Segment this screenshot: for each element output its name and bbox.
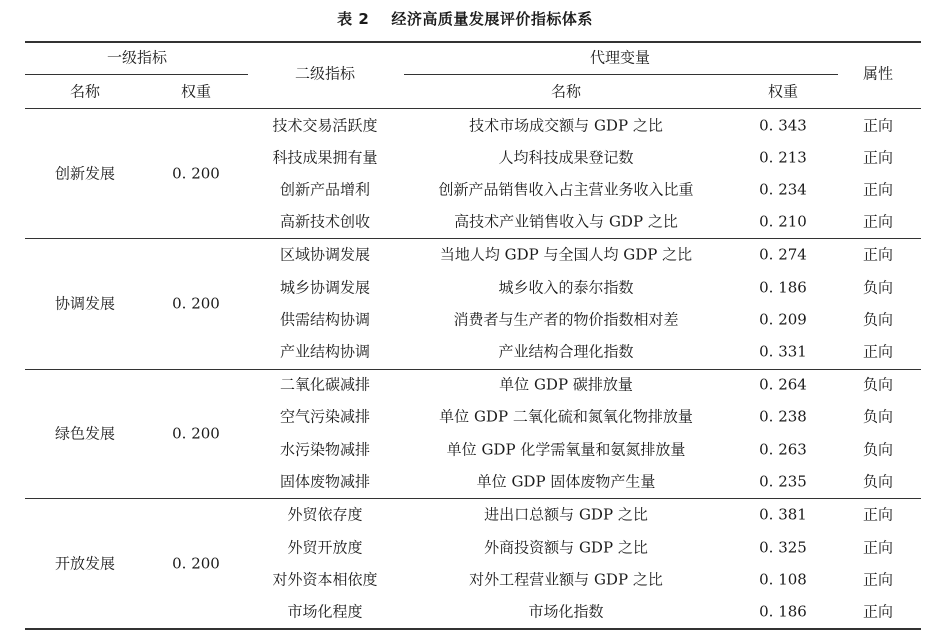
group-weight: 0. 200 xyxy=(172,164,220,183)
weight-cell: 0. 264 xyxy=(759,375,807,394)
attribute-cell: 负向 xyxy=(862,278,894,297)
attribute-cell: 正向 xyxy=(862,342,894,361)
group-name: 创新发展 xyxy=(54,164,116,183)
header-proxy-weight: 权重 xyxy=(767,82,799,101)
group-weight: 0. 200 xyxy=(172,294,220,313)
attribute-cell: 正向 xyxy=(862,602,894,621)
header-level2: 二级指标 xyxy=(294,64,356,83)
weight-cell: 0. 108 xyxy=(759,570,807,589)
indicator-cell: 外贸开放度 xyxy=(287,538,363,557)
weight-cell: 0. 274 xyxy=(759,245,807,264)
header-level1-weight: 权重 xyxy=(180,82,212,101)
indicator-cell: 固体废物减排 xyxy=(279,472,371,491)
proxy-sub-rule xyxy=(404,74,838,75)
indicator-cell: 市场化程度 xyxy=(287,602,363,621)
weight-cell: 0. 234 xyxy=(759,180,807,199)
group-weight: 0. 200 xyxy=(172,424,220,443)
indicator-cell: 二氧化碳减排 xyxy=(279,375,371,394)
proxy-cell: 单位 GDP 二氧化硫和氮氧化物排放量 xyxy=(439,407,693,426)
attribute-cell: 正向 xyxy=(862,505,894,524)
indicator-cell: 科技成果拥有量 xyxy=(272,148,378,167)
indicator-cell: 空气污染减排 xyxy=(279,407,371,426)
table-title xyxy=(0,8,930,29)
proxy-cell: 技术市场成交额与 GDP 之比 xyxy=(469,116,663,135)
proxy-cell: 单位 GDP 化学需氧量和氨氮排放量 xyxy=(446,440,686,459)
attribute-cell: 正向 xyxy=(862,180,894,199)
attribute-cell: 负向 xyxy=(862,375,894,394)
proxy-cell: 人均科技成果登记数 xyxy=(498,148,634,167)
proxy-cell: 城乡收入的泰尔指数 xyxy=(498,278,634,297)
table-caption: 经济高质量发展评价指标体系 xyxy=(391,10,593,28)
indicator-cell: 产业结构协调 xyxy=(279,342,371,361)
attribute-cell: 正向 xyxy=(862,538,894,557)
proxy-cell: 当地人均 GDP 与全国人均 GDP 之比 xyxy=(439,245,693,264)
header-level1: 一级指标 xyxy=(106,48,168,67)
attribute-cell: 正向 xyxy=(862,212,894,231)
weight-cell: 0. 186 xyxy=(759,602,807,621)
proxy-cell: 单位 GDP 固体废物产生量 xyxy=(476,472,656,491)
indicator-cell: 供需结构协调 xyxy=(279,310,371,329)
top-rule xyxy=(25,41,921,43)
header-attribute: 属性 xyxy=(862,64,894,83)
group-name: 绿色发展 xyxy=(54,424,116,443)
proxy-cell: 进出口总额与 GDP 之比 xyxy=(484,505,648,524)
attribute-cell: 正向 xyxy=(862,116,894,135)
group-weight: 0. 200 xyxy=(172,554,220,573)
weight-cell: 0. 213 xyxy=(759,148,807,167)
weight-cell: 0. 331 xyxy=(759,342,807,361)
weight-cell: 0. 343 xyxy=(759,116,807,135)
attribute-cell: 正向 xyxy=(862,570,894,589)
level1-sub-rule xyxy=(25,74,248,75)
indicator-cell: 城乡协调发展 xyxy=(279,278,371,297)
attribute-cell: 负向 xyxy=(862,310,894,329)
bottom-rule xyxy=(25,628,921,630)
group-name: 开放发展 xyxy=(54,554,116,573)
attribute-cell: 负向 xyxy=(862,407,894,426)
attribute-cell: 正向 xyxy=(862,148,894,167)
indicator-cell: 高新技术创收 xyxy=(279,212,371,231)
indicator-cell: 创新产品增利 xyxy=(279,180,371,199)
group-divider xyxy=(25,369,921,370)
indicator-cell: 对外资本相依度 xyxy=(272,570,378,589)
group-divider xyxy=(25,498,921,499)
header-level1-name: 名称 xyxy=(69,82,101,101)
proxy-cell: 对外工程营业额与 GDP 之比 xyxy=(469,570,663,589)
weight-cell: 0. 235 xyxy=(759,472,807,491)
indicator-cell: 外贸依存度 xyxy=(287,505,363,524)
attribute-cell: 负向 xyxy=(862,472,894,491)
weight-cell: 0. 209 xyxy=(759,310,807,329)
indicator-cell: 技术交易活跃度 xyxy=(272,116,378,135)
proxy-cell: 消费者与生产者的物价指数相对差 xyxy=(453,310,679,329)
weight-cell: 0. 210 xyxy=(759,212,807,231)
indicator-cell: 水污染物减排 xyxy=(279,440,371,459)
group-divider xyxy=(25,238,921,239)
weight-cell: 0. 325 xyxy=(759,538,807,557)
proxy-cell: 外商投资额与 GDP 之比 xyxy=(484,538,648,557)
weight-cell: 0. 186 xyxy=(759,278,807,297)
proxy-cell: 创新产品销售收入占主营业务收入比重 xyxy=(438,180,694,199)
header-bottom-rule xyxy=(25,108,921,109)
proxy-cell: 单位 GDP 碳排放量 xyxy=(499,375,633,394)
attribute-cell: 负向 xyxy=(862,440,894,459)
weight-cell: 0. 238 xyxy=(759,407,807,426)
proxy-cell: 高技术产业销售收入与 GDP 之比 xyxy=(454,212,678,231)
attribute-cell: 正向 xyxy=(862,245,894,264)
header-proxy-name: 名称 xyxy=(550,82,582,101)
indicator-cell: 区域协调发展 xyxy=(279,245,371,264)
group-name: 协调发展 xyxy=(54,294,116,313)
weight-cell: 0. 263 xyxy=(759,440,807,459)
proxy-cell: 市场化指数 xyxy=(528,602,604,621)
table-number: 表 2 xyxy=(337,10,370,28)
header-proxy: 代理变量 xyxy=(589,48,651,67)
weight-cell: 0. 381 xyxy=(759,505,807,524)
proxy-cell: 产业结构合理化指数 xyxy=(498,342,634,361)
